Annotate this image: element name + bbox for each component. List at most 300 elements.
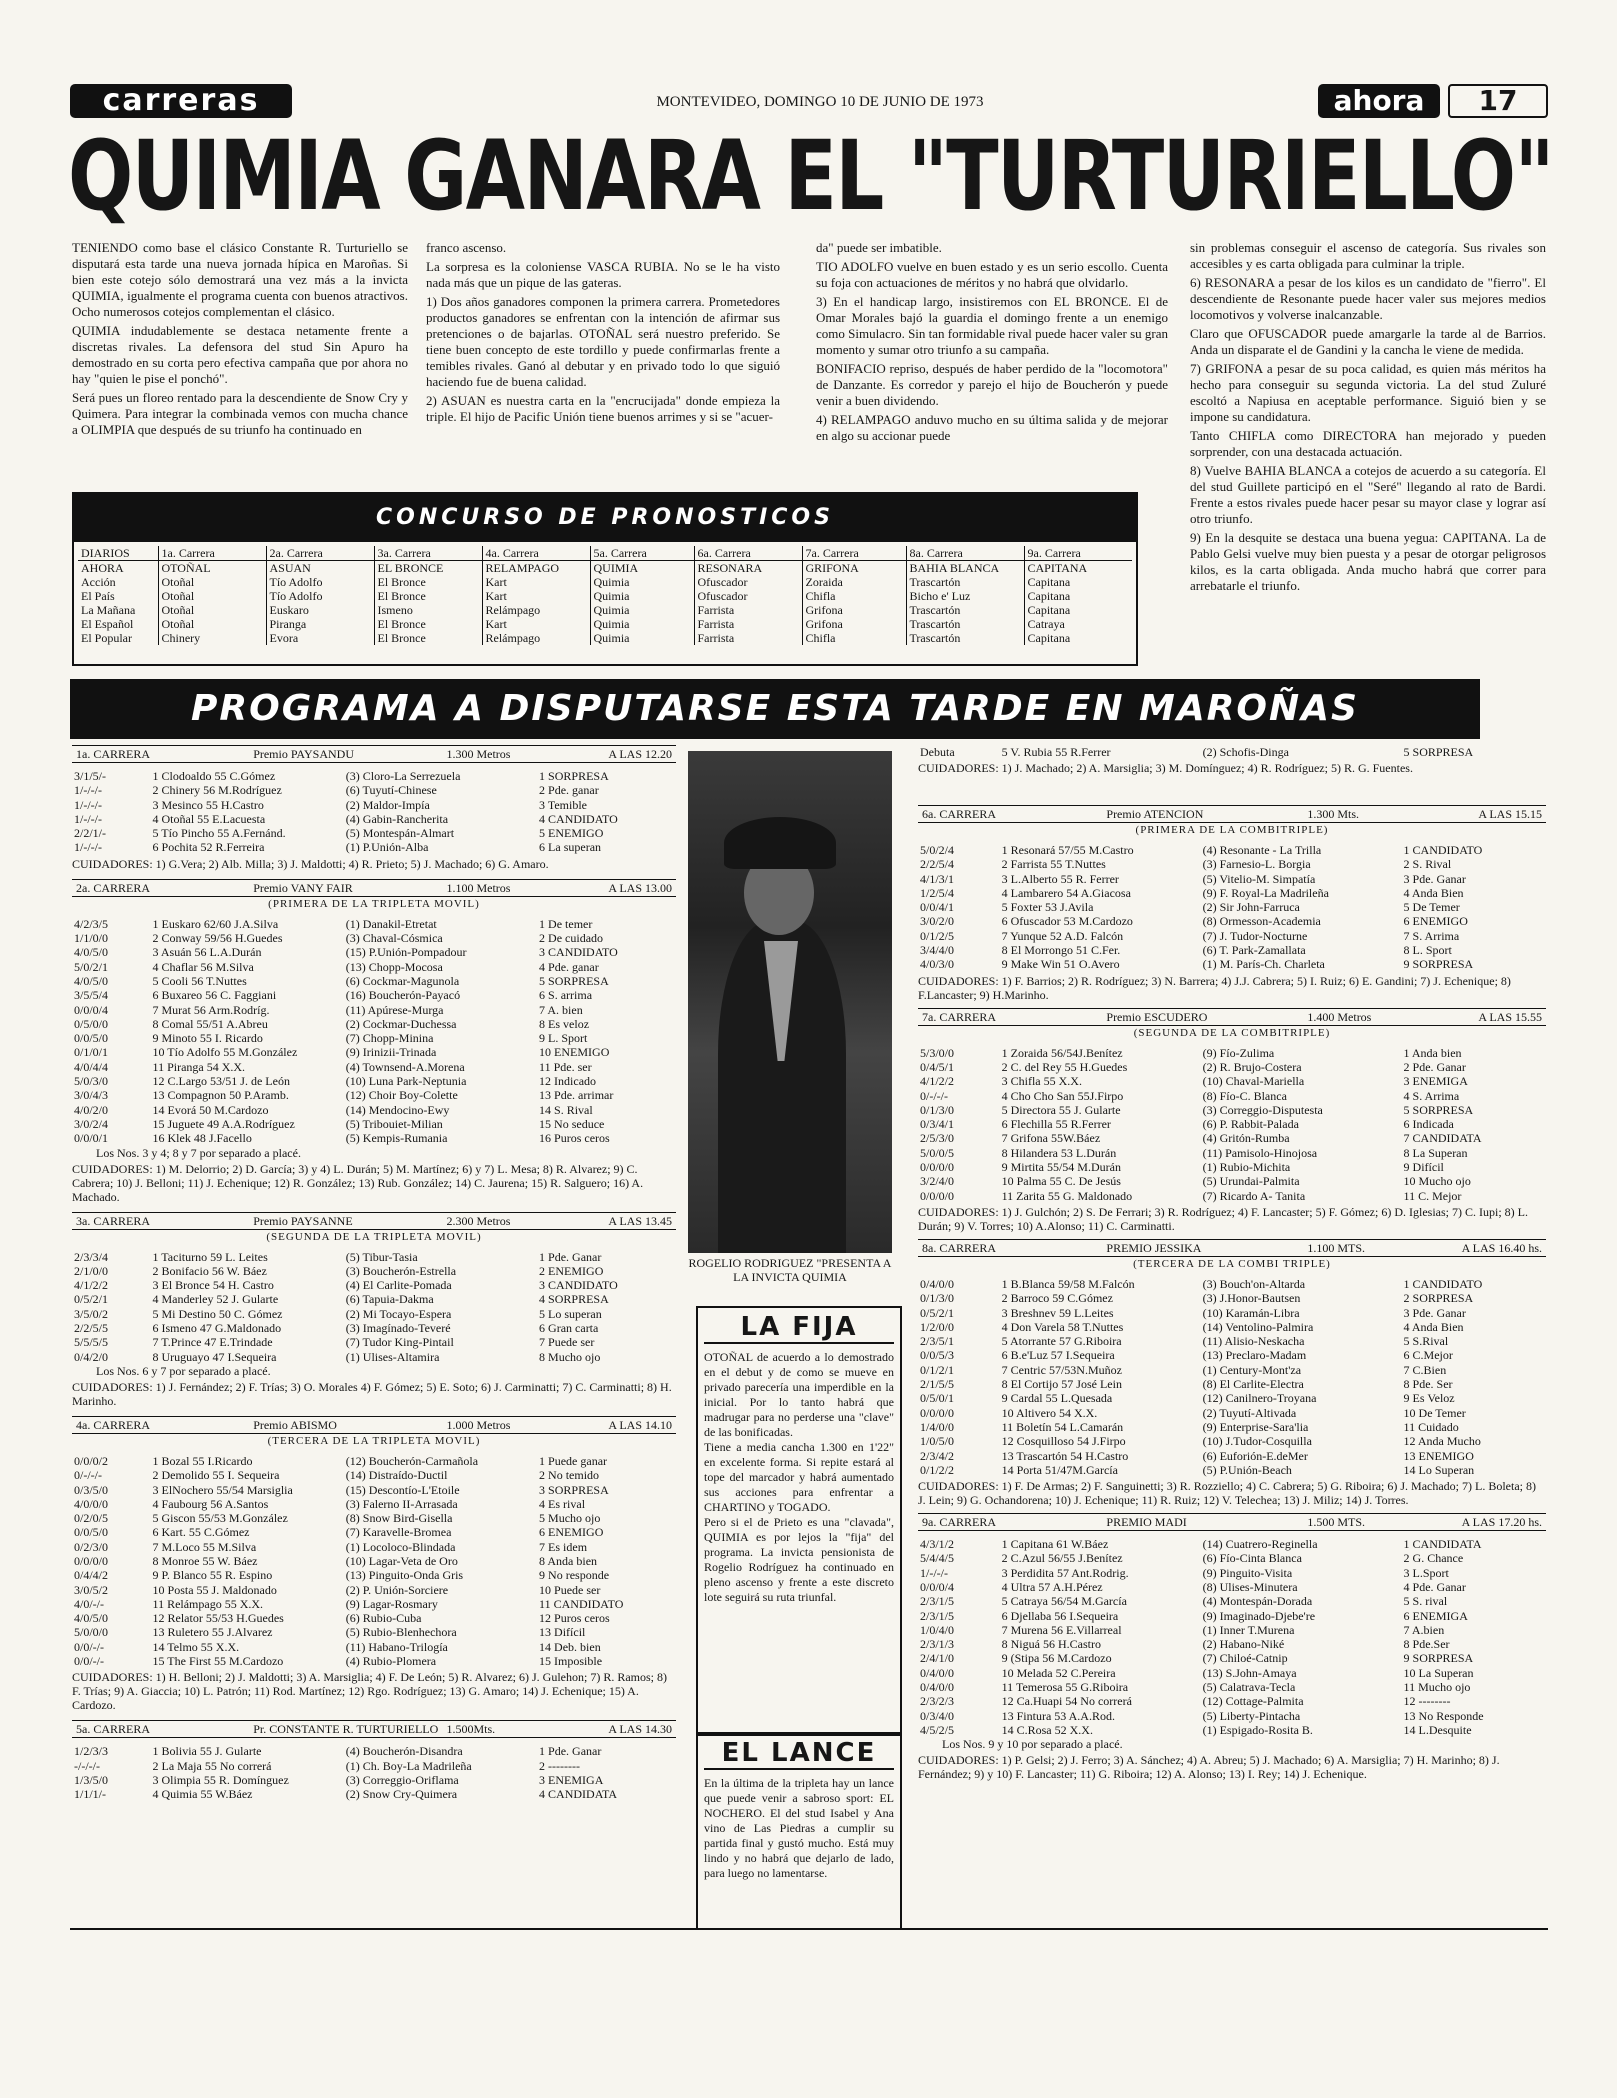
entry-horse: 2 Barroco 59 C.Gómez bbox=[1001, 1291, 1113, 1306]
entry-horse: 13 Trascartón 54 H.Castro bbox=[1001, 1448, 1129, 1463]
entry-form: 0/0/0/2 bbox=[74, 1453, 109, 1468]
race-prize: PREMIO JESSIKA bbox=[1106, 1240, 1202, 1255]
entry-forecast: 9 SORPRESA bbox=[1403, 1651, 1474, 1666]
race-entry-row bbox=[72, 1045, 676, 1059]
race-entries-table bbox=[72, 1744, 676, 1801]
entry-form: 0/0/-/- bbox=[74, 1654, 104, 1669]
entry-form: Debuta bbox=[920, 745, 955, 759]
entry-pedigree: (2) Maldor-Impía bbox=[345, 797, 430, 812]
entry-form: 0/1/3/0 bbox=[920, 1291, 955, 1306]
forecast-pick: Trascartón bbox=[906, 631, 1024, 645]
entry-horse: 6 Flechilla 55 R.Ferrer bbox=[1001, 1117, 1111, 1132]
entry-horse: 15 The First 55 M.Cardozo bbox=[152, 1654, 284, 1669]
entry-pedigree: (2) Sir John-Farruca bbox=[1202, 900, 1300, 915]
race-entry-row bbox=[72, 1117, 676, 1131]
entry-form: 3/5/0/2 bbox=[74, 1306, 109, 1321]
entry-forecast: 7 Puede ser bbox=[539, 1335, 595, 1350]
masthead bbox=[70, 84, 1548, 118]
entry-form: 4/0/-/- bbox=[74, 1596, 104, 1611]
entry-forecast: 14 Lo Superan bbox=[1403, 1462, 1475, 1477]
article-paragraph: 9) En la desquite se destaca una buena yegua: CAPITANA. La de Pablo Gelsi vuelve muy bien puesta y a pesar de otorgar peligrosos kilos, es la carta obligada. Anda mucho habrá que correr para arrebatarle el triunfo. bbox=[1190, 530, 1546, 593]
entry-forecast: 1 CANDIDATO bbox=[1403, 1276, 1483, 1291]
entry-forecast: 5 SORPRESA bbox=[1403, 1102, 1474, 1117]
race-entry-row bbox=[918, 1046, 1546, 1060]
entry-forecast: 7 Es idem bbox=[539, 1539, 588, 1554]
entry-form: 0/4/5/1 bbox=[920, 1059, 955, 1074]
entry-forecast: 10 De Temer bbox=[1403, 1405, 1466, 1420]
forecast-pick: OTOÑAL bbox=[158, 561, 266, 576]
forecast-pick: Quimia bbox=[590, 575, 694, 589]
article-paragraph: 8) Vuelve BAHIA BLANCA a cotejos de acuerdo a su categoría. El del stud Guillete participó en el "Seré" llegando al rato de Bardi. Frente a estos rivales puede hacer pesar su mayor clase y lograr así otro triunfo. bbox=[1190, 463, 1546, 526]
forecast-pick: El Bronce bbox=[374, 589, 482, 603]
entry-horse: 2 Chinery 56 M.Rodríguez bbox=[152, 783, 282, 798]
entry-form: 0/5/2/1 bbox=[74, 1292, 109, 1307]
forecast-pick: Quimia bbox=[590, 617, 694, 631]
entry-form: 2/3/1/5 bbox=[920, 1594, 955, 1609]
entry-horse: 4 Don Varela 58 T.Nuttes bbox=[1001, 1319, 1124, 1334]
entry-pedigree: (13) Chopp-Mocosa bbox=[345, 959, 443, 974]
entry-forecast: 4 Anda Bien bbox=[1403, 1319, 1464, 1334]
entry-horse: 5 Atorrante 57 G.Riboira bbox=[1001, 1334, 1122, 1349]
entry-pedigree: (4) El Carlite-Pomada bbox=[345, 1278, 452, 1293]
entry-form: 0/-/-/- bbox=[920, 1088, 948, 1103]
entry-forecast: 11 Mucho ojo bbox=[1403, 1680, 1471, 1695]
race-entry-row bbox=[72, 1597, 676, 1611]
entry-horse: 2 Demolido 55 I. Sequeira bbox=[152, 1468, 280, 1483]
race-num: 4a. CARRERA bbox=[76, 1417, 151, 1432]
entry-pedigree: (3) Correggio-Oriflama bbox=[345, 1772, 459, 1787]
entry-form: 0/4/0/0 bbox=[920, 1665, 955, 1680]
race-entry-row bbox=[72, 1017, 676, 1031]
entry-form: 5/3/0/0 bbox=[920, 1045, 955, 1060]
entry-forecast: 7 C.Bien bbox=[1403, 1362, 1447, 1377]
entry-pedigree: (8) El Carlite-Electra bbox=[1202, 1377, 1304, 1392]
entry-pedigree: (2) Cockmar-Duchessa bbox=[345, 1016, 457, 1031]
forecast-pick: Evora bbox=[266, 631, 374, 645]
entry-horse: 10 Palma 55 C. De Jesús bbox=[1001, 1174, 1121, 1189]
race-entry-row bbox=[72, 1625, 676, 1639]
entry-horse: 8 Niguá 56 H.Castro bbox=[1001, 1637, 1101, 1652]
entry-pedigree: (12) Cottage-Palmita bbox=[1202, 1694, 1304, 1709]
race-entry-row bbox=[72, 1611, 676, 1625]
entry-pedigree: (6) Tapuia-Dakma bbox=[345, 1292, 434, 1307]
race-entry-row bbox=[918, 1680, 1546, 1694]
forecast-pick: RESONARA bbox=[694, 561, 802, 576]
forecast-pick: Zoraida bbox=[802, 575, 906, 589]
race-entry-row bbox=[918, 857, 1546, 871]
article-column-3 bbox=[816, 240, 1168, 488]
article-paragraph: 2) ASUAN es nuestra carta en la "encrucijada" donde empieza la triple. El hijo de Pacific Unión tiene buenos arrimes y si se "acuer- bbox=[426, 393, 780, 424]
entry-form: 2/5/3/0 bbox=[920, 1131, 955, 1146]
entry-pedigree: (14) Mendocino-Ewy bbox=[345, 1102, 450, 1117]
entry-forecast: 2 De cuidado bbox=[539, 931, 604, 946]
race-entry-row bbox=[918, 1609, 1546, 1623]
entry-pedigree: (7) Chopp-Minina bbox=[345, 1031, 434, 1046]
race-note: Los Nos. 6 y 7 por separado a placé. bbox=[96, 1363, 271, 1378]
race-entry-row bbox=[918, 1277, 1546, 1291]
race-entry-row bbox=[72, 1250, 676, 1264]
race-entry-row bbox=[72, 1497, 676, 1511]
entry-forecast: 8 Es veloz bbox=[539, 1016, 590, 1031]
entry-forecast: 12 -------- bbox=[1403, 1694, 1451, 1709]
entry-form: 0/5/0/1 bbox=[920, 1391, 955, 1406]
race-entry-row bbox=[72, 1074, 676, 1088]
entry-form: 0/4/0/0 bbox=[920, 1276, 955, 1291]
entry-horse: 10 Altivero 54 X.X. bbox=[1001, 1405, 1098, 1420]
entry-pedigree: (1) Ch. Boy-La Madrileña bbox=[345, 1758, 472, 1773]
entry-pedigree: (9) Enterprise-Sara'lia bbox=[1202, 1419, 1309, 1434]
entry-forecast: 2 S. Rival bbox=[1403, 857, 1452, 872]
entry-horse: 2 C.Azul 56/55 J.Benítez bbox=[1001, 1551, 1123, 1566]
entry-horse: 9 Mirtita 55/54 M.Durán bbox=[1001, 1160, 1121, 1175]
race-entry-row bbox=[918, 1406, 1546, 1420]
entry-form: 0/5/0/0 bbox=[74, 1016, 109, 1031]
race-entry-row bbox=[72, 840, 676, 854]
entry-horse: 1 Bozal 55 I.Ricardo bbox=[152, 1453, 253, 1468]
entry-form: 4/0/5/0 bbox=[74, 973, 109, 988]
entry-form: 0/0/0/4 bbox=[74, 1002, 109, 1017]
race-entry-row bbox=[918, 943, 1546, 957]
entry-form: 1/-/-/- bbox=[920, 1565, 948, 1580]
forecast-pick: El Bronce bbox=[374, 617, 482, 631]
trainer-photo bbox=[688, 751, 892, 1253]
entry-forecast: 3 CANDIDATO bbox=[539, 945, 618, 960]
entry-form: 0/4/0/0 bbox=[920, 1680, 955, 1695]
entry-form: 2/3/4/2 bbox=[920, 1448, 955, 1463]
forecast-pick: Bicho e' Luz bbox=[906, 589, 1024, 603]
forecast-header-cell: 8a. Carrera bbox=[906, 546, 1024, 561]
entry-pedigree: (10) Lagar-Veta de Oro bbox=[345, 1553, 458, 1568]
article-column-2 bbox=[426, 240, 780, 488]
race-time: A LAS 14.30 bbox=[608, 1722, 672, 1737]
entry-pedigree: (10) J.Tudor-Cosquilla bbox=[1202, 1434, 1312, 1449]
entry-form: 0/4/2/0 bbox=[74, 1349, 109, 1364]
race-entry-row bbox=[918, 1363, 1546, 1377]
article-paragraph: sin problemas conseguir el ascenso de categoría. Sus rivales son accesibles y es carta obligada para culminar la triple. bbox=[1190, 240, 1546, 271]
race-block bbox=[72, 1416, 676, 1712]
entry-horse: 6 Djellaba 56 I.Sequeira bbox=[1001, 1608, 1119, 1623]
entry-form: 0/0/0/4 bbox=[920, 1579, 955, 1594]
race-entry-row bbox=[918, 929, 1546, 943]
forecast-pick: Grifona bbox=[802, 603, 906, 617]
entry-pedigree: (11) Apúrese-Murga bbox=[345, 1002, 444, 1017]
entry-pedigree: (8) Fío-C. Blanca bbox=[1202, 1088, 1287, 1103]
entry-horse: 4 Chaflar 56 M.Silva bbox=[152, 959, 254, 974]
entry-horse: 1 Taciturno 59 L. Leites bbox=[152, 1249, 268, 1264]
race-block bbox=[918, 805, 1546, 1002]
la-fija-paragraph: Tiene a media cancha 1.300 en 1'22" en excelente forma. Si repite estará al tope del marcador y habrá aumentado sus acciones para enfrentar a CHARTINO y TOGADO. bbox=[704, 1440, 894, 1514]
race-block bbox=[72, 1212, 676, 1408]
forecast-header-cell: 6a. Carrera bbox=[694, 546, 802, 561]
race-entries-table bbox=[72, 917, 676, 1146]
race-subtitle: (PRIMERA DE LA TRIPLETA MOVIL) bbox=[268, 897, 480, 910]
entry-pedigree: (2) Mi Tocayo-Espera bbox=[345, 1306, 452, 1321]
entry-horse: 4 Cho Cho San 55J.Firpo bbox=[1001, 1088, 1124, 1103]
race-header bbox=[72, 879, 676, 897]
entry-form: 4/0/5/0 bbox=[74, 1611, 109, 1626]
forecast-pick: Quimia bbox=[590, 589, 694, 603]
page-number: 17 bbox=[1448, 84, 1548, 118]
race-entry-row bbox=[72, 931, 676, 945]
race-entry-row bbox=[72, 1511, 676, 1525]
race-num: 8a. CARRERA bbox=[922, 1240, 997, 1255]
forecast-pick: Capitana bbox=[1024, 603, 1132, 617]
entry-form: 2/2/5/5 bbox=[74, 1321, 109, 1336]
entry-pedigree: (5) Liberty-Pintacha bbox=[1202, 1708, 1301, 1723]
race-prize: Premio ATENCION bbox=[1106, 807, 1204, 821]
race-header bbox=[72, 745, 676, 763]
entry-horse: 2 Farrista 55 T.Nuttes bbox=[1001, 857, 1106, 872]
trainers-note: CUIDADORES: 1) P. Gelsi; 2) J. Ferro; 3) A. Sánchez; 4) A. Abreu; 5) J. Machado; 6) A. Marsiglia; 7) H. Marinho; 8) J. Fernández; 9) y 10) F. Lancaster; 11) G. Riboira; 12) A. Alonso; 13) I. Rey; 14) J. Echenique. bbox=[918, 1753, 1500, 1782]
forecast-pick: Otoñal bbox=[158, 603, 266, 617]
entry-forecast: 11 CANDIDATO bbox=[539, 1596, 624, 1611]
entry-horse: 7 Murena 56 E.Villarreal bbox=[1001, 1622, 1122, 1637]
entry-form: 5/0/2/1 bbox=[74, 959, 109, 974]
race-entry-row bbox=[72, 1321, 676, 1335]
entry-pedigree: (7) Ricardo A- Tanita bbox=[1202, 1188, 1306, 1203]
entry-form: 0/0/-/- bbox=[74, 1639, 104, 1654]
entry-horse: 5 Directora 55 J. Gularte bbox=[1001, 1102, 1121, 1117]
forecast-pick: RELAMPAGO bbox=[482, 561, 590, 576]
race-subtitle: (TERCERA DE LA COMBI TRIPLE) bbox=[1133, 1257, 1331, 1270]
forecast-header-cell: 7a. Carrera bbox=[802, 546, 906, 561]
entry-horse: 5 V. Rubia 55 R.Ferrer bbox=[1001, 745, 1111, 759]
race-subtitle: (TERCERA DE LA TRIPLETA MOVIL) bbox=[267, 1434, 481, 1447]
race-entry-row bbox=[72, 974, 676, 988]
entry-forecast: 3 Temible bbox=[539, 797, 587, 812]
race-entry-row bbox=[72, 1454, 676, 1468]
entry-forecast: 13 Pde. arrimar bbox=[539, 1088, 614, 1103]
entry-pedigree: (14) Cuatrero-Reginella bbox=[1202, 1537, 1318, 1552]
forecast-pick: Euskaro bbox=[266, 603, 374, 617]
entry-form: 0/3/4/0 bbox=[920, 1708, 955, 1723]
entry-forecast: 12 Anda Mucho bbox=[1403, 1434, 1481, 1449]
entry-forecast: 4 Pde. Ganar bbox=[1403, 1579, 1466, 1594]
entry-forecast: 15 Imposible bbox=[539, 1654, 603, 1669]
entry-horse: 7 Grifona 55W.Báez bbox=[1001, 1131, 1101, 1146]
entry-pedigree: (5) Montespán-Almart bbox=[345, 826, 455, 841]
entry-forecast: 5 SORPRESA bbox=[1403, 745, 1474, 759]
race-entry-row bbox=[918, 1306, 1546, 1320]
race-entry-row bbox=[918, 1594, 1546, 1608]
forecast-pick: El Bronce bbox=[374, 631, 482, 645]
entry-pedigree: (7) J. Tudor-Nocturne bbox=[1202, 928, 1308, 943]
entry-pedigree: (1) Rubio-Michita bbox=[1202, 1160, 1291, 1175]
race-time: A LAS 16.40 hs. bbox=[1461, 1240, 1542, 1255]
entry-forecast: 3 ENEMIGA bbox=[539, 1772, 604, 1787]
entry-pedigree: (1) Inner T.Murena bbox=[1202, 1622, 1295, 1637]
race-entry-row bbox=[72, 1350, 676, 1364]
article-paragraph: BONIFACIO repriso, después de haber perdido de la "locomotora" de Danzante. Es corredor y parejo el hijo de Boucherón y puede venir a buen dividendo. bbox=[816, 361, 1168, 408]
entry-form: 0/0/5/0 bbox=[74, 1525, 109, 1540]
entry-forecast: 10 Puede ser bbox=[539, 1582, 601, 1597]
forecast-paper-name: El Popular bbox=[81, 631, 132, 645]
entry-pedigree: (1) Locoloco-Blindada bbox=[345, 1539, 456, 1554]
race-entry-row bbox=[72, 1468, 676, 1482]
entry-forecast: 8 Mucho ojo bbox=[539, 1349, 601, 1364]
forecast-row bbox=[78, 617, 1132, 631]
entry-horse: 6 Kart. 55 C.Gómez bbox=[152, 1525, 250, 1540]
entry-pedigree: (3) Bouch'on-Altarda bbox=[1202, 1276, 1306, 1291]
el-lance-box bbox=[696, 1732, 902, 1930]
race-dist: 1.400 Metros bbox=[1307, 1009, 1372, 1024]
entry-forecast: 12 Puros ceros bbox=[539, 1611, 610, 1626]
trainers-note: CUIDADORES: 1) J. Machado; 2) A. Marsiglia; 3) M. Domínguez; 4) R. Rodríguez; 5) R. G. Fuentes. bbox=[918, 761, 1413, 776]
race-note: Los Nos. 3 y 4; 8 y 7 por separado a placé. bbox=[96, 1145, 301, 1160]
race-entry-row bbox=[918, 1566, 1546, 1580]
forecast-pick: Otoñal bbox=[158, 575, 266, 589]
forecast-pick: Relámpago bbox=[482, 603, 590, 617]
entry-pedigree: (2) R. Brujo-Costera bbox=[1202, 1059, 1302, 1074]
entry-horse: 6 Ofuscador 53 M.Cardozo bbox=[1001, 914, 1133, 929]
entry-pedigree: (3) Correggio-Disputesta bbox=[1202, 1102, 1323, 1117]
entry-forecast: 2 No temido bbox=[539, 1468, 600, 1483]
article-paragraph: 7) GRIFONA a pesar de su poca calidad, es quien más méritos ha hecho para conseguir su segunda victoria. La del stud Zuluré escoltó a Napiusa en aceptable performance. Siguió bien y se impone su candidatura. bbox=[1190, 361, 1546, 424]
entry-horse: 5 Cooli 56 T.Nuttes bbox=[152, 973, 247, 988]
entry-form: 0/0/0/0 bbox=[920, 1160, 955, 1175]
entry-forecast: 6 La superan bbox=[539, 840, 602, 855]
entry-form: 4/2/3/5 bbox=[74, 916, 109, 931]
entry-form: 4/0/4/4 bbox=[74, 1059, 109, 1074]
race-block bbox=[918, 1239, 1546, 1507]
race-header bbox=[72, 1212, 676, 1230]
entry-horse: 7 Centric 57/53N.Muñoz bbox=[1001, 1362, 1122, 1377]
race-entry-row bbox=[918, 843, 1546, 857]
race-5-continuation bbox=[918, 745, 1546, 805]
forecast-pick: Quimia bbox=[590, 631, 694, 645]
entry-form: 0/2/0/5 bbox=[74, 1511, 109, 1526]
entry-form: 3/4/4/0 bbox=[920, 943, 955, 958]
entry-forecast: 8 Pde. Ser bbox=[1403, 1377, 1453, 1392]
race-prize: PREMIO MADI bbox=[1106, 1515, 1187, 1530]
entry-form: 0/0/5/3 bbox=[920, 1348, 955, 1363]
entry-pedigree: (15) P.Unión-Pompadour bbox=[345, 945, 467, 960]
article-paragraph: da" puede ser imbatible. bbox=[816, 240, 942, 255]
trainers-note: CUIDADORES: 1) F. De Armas; 2) F. Sanguinetti; 3) R. Rozziello; 4) C. Cabrera; 5) G. Riboira; 6) J. Machado; 7) L. Boleta; 8) J. Lein; 9) G. Ochandorena; 10) J. Echenique; 11) R. Ruiz; 12) V. Telechea; 13) J. Miliz; 14) J. Torres. bbox=[918, 1479, 1536, 1508]
entry-form: 3/0/2/4 bbox=[74, 1116, 109, 1131]
race-entry-row bbox=[72, 1031, 676, 1045]
race-entry-row bbox=[72, 1088, 676, 1102]
entry-horse: 1 B.Blanca 59/58 M.Falcón bbox=[1001, 1276, 1135, 1291]
forecast-header-cell: 5a. Carrera bbox=[590, 546, 694, 561]
race-entry-row bbox=[918, 1131, 1546, 1145]
trainers-note: CUIDADORES: 1) J. Fernández; 2) F. Trías; 3) O. Morales 4) F. Gómez; 5) E. Soto; 6) J. Carminatti; 7) C. Carminatti; 8) H. Marinho. bbox=[72, 1379, 672, 1408]
entry-form: 1/2/3/3 bbox=[74, 1744, 109, 1759]
entry-forecast: 15 No seduce bbox=[539, 1116, 605, 1131]
entry-form: 1/0/4/0 bbox=[920, 1622, 955, 1637]
entry-form: 0/3/4/1 bbox=[920, 1117, 955, 1132]
entry-horse: 10 Posta 55 J. Maldonado bbox=[152, 1582, 277, 1597]
entry-forecast: 11 C. Mejor bbox=[1403, 1188, 1462, 1203]
entry-pedigree: (13) Pinguito-Onda Gris bbox=[345, 1568, 464, 1583]
entry-pedigree: (6) Rubio-Cuba bbox=[345, 1611, 422, 1626]
entry-pedigree: (4) Townsend-A.Morena bbox=[345, 1059, 465, 1074]
article-paragraph: 6) RESONARA a pesar de los kilos es un candidato de "fierro". El descendiente de Resonante puede hacer valer sus mejores medios locomotivos y volverse inalcanzable. bbox=[1190, 275, 1546, 322]
el-lance-paragraph: En la última de la tripleta hay un lance que puede venir a sabroso sport: EL NOCHERO. El del stud Isabel y Ana vino de Las Piedras a cumplir su partida final y gustó mucho. Está muy lindo y no habrá que dejarlo de lado, para luego no lamentarse. bbox=[704, 1776, 894, 1880]
entry-pedigree: (11) Pamisolo-Hinojosa bbox=[1202, 1145, 1318, 1160]
race-entry-row bbox=[72, 1568, 676, 1582]
entry-pedigree: (3) Boucherón-Estrella bbox=[345, 1263, 457, 1278]
entry-forecast: 10 Mucho ojo bbox=[1403, 1174, 1471, 1189]
forecast-pick: Capitana bbox=[1024, 575, 1132, 589]
entry-pedigree: (1) Ulises-Altamira bbox=[345, 1349, 440, 1364]
forecast-pick: Otoñal bbox=[158, 589, 266, 603]
article-paragraph: 3) En el handicap largo, insistiremos con EL BRONCE. El de Omar Morales bajó la guardia el domingo frente a un enemigo como Simulacro. Sin tan formidable rival puede hacer valer su gran momento y sumar otro triunfo a su campaña. bbox=[816, 294, 1168, 357]
entry-pedigree: (6) Fío-Cinta Blanca bbox=[1202, 1551, 1302, 1566]
entry-horse: 9 Cardal 55 L.Quesada bbox=[1001, 1391, 1113, 1406]
entry-pedigree: (1) Danakil-Etretat bbox=[345, 916, 437, 931]
entry-forecast: 6 C.Mejor bbox=[1403, 1348, 1453, 1363]
entry-pedigree: (8) Ormesson-Academia bbox=[1202, 914, 1321, 929]
race-subtitle: (SEGUNDA DE LA TRIPLETA MOVIL) bbox=[266, 1230, 482, 1243]
race-num: 6a. CARRERA bbox=[922, 807, 997, 821]
race-dist: 1.100 MTS. bbox=[1307, 1240, 1366, 1255]
race-entry-row bbox=[918, 1089, 1546, 1103]
forecast-pick: Ofuscador bbox=[694, 575, 802, 589]
race-entry-row bbox=[72, 1335, 676, 1349]
race-entry-row bbox=[918, 1174, 1546, 1188]
entry-form: 0/1/2/1 bbox=[920, 1362, 955, 1377]
entry-horse: 8 Monroe 55 W. Báez bbox=[152, 1553, 258, 1568]
race-num: 2a. CARRERA bbox=[76, 880, 151, 895]
entry-horse: 12 Ca.Huapi 54 No correrá bbox=[1001, 1694, 1132, 1709]
entry-form: 1/-/-/- bbox=[74, 783, 102, 798]
entry-horse: 11 Relámpago 55 X.X. bbox=[152, 1596, 264, 1611]
entry-pedigree: (7) Chiloé-Catnip bbox=[1202, 1651, 1288, 1666]
entry-horse: 11 Zarita 55 G. Maldonado bbox=[1001, 1188, 1133, 1203]
entry-forecast: 2 ENEMIGO bbox=[539, 1263, 604, 1278]
article-paragraph: Claro que OFUSCADOR puede amargarle la tarde al de Barrios. Anda un disparate el de Gandini y la cancha le viene de medida. bbox=[1190, 326, 1546, 357]
entry-pedigree: (5) Tribouiet-Milian bbox=[345, 1116, 443, 1131]
entry-form: 5/4/4/5 bbox=[920, 1551, 955, 1566]
race-entry-row bbox=[72, 1131, 676, 1145]
entry-horse: 1 Resonará 57/55 M.Castro bbox=[1001, 843, 1134, 857]
entry-horse: 12 C.Largo 53/51 J. de León bbox=[152, 1074, 290, 1089]
entry-form: 5/0/0/5 bbox=[920, 1145, 955, 1160]
entry-pedigree: (6) P. Rabbit-Palada bbox=[1202, 1117, 1299, 1132]
race-time: A LAS 13.00 bbox=[608, 880, 672, 895]
entry-forecast: 13 No Responde bbox=[1403, 1708, 1484, 1723]
entry-form: 3/0/2/0 bbox=[920, 914, 955, 929]
race-entry-row bbox=[918, 1420, 1546, 1434]
forecast-paper-name: Acción bbox=[81, 575, 116, 589]
entry-horse: 8 El Morrongo 51 C.Fer. bbox=[1001, 943, 1121, 958]
photo-caption: ROGELIO RODRIGUEZ "PRESENTA A LA INVICTA QUIMIA bbox=[688, 1256, 892, 1284]
race-entry-row bbox=[918, 1103, 1546, 1117]
entry-horse: 13 Compagnon 50 P.Aramb. bbox=[152, 1088, 289, 1103]
entry-horse: 3 Mesinco 55 H.Castro bbox=[152, 797, 264, 812]
entry-forecast: 2 Pde. ganar bbox=[539, 783, 599, 798]
entry-pedigree: (4) Gritón-Rumba bbox=[1202, 1131, 1290, 1146]
entry-pedigree: (4) Montespán-Dorada bbox=[1202, 1594, 1313, 1609]
forecast-row bbox=[78, 603, 1132, 617]
entry-forecast: 1 Pde. Ganar bbox=[539, 1249, 602, 1264]
entry-form: 3/0/5/2 bbox=[74, 1582, 109, 1597]
entry-forecast: 12 Indicado bbox=[539, 1074, 597, 1089]
entry-forecast: 11 Pde. ser bbox=[539, 1059, 592, 1074]
race-dist: 1.100 Metros bbox=[446, 880, 511, 895]
entry-forecast: 10 ENEMIGO bbox=[539, 1045, 610, 1060]
article-paragraph: QUIMIA indudablemente se destaca netamente frente a discretas rivales. La defensora del stud Sin Apuro ha demostrado en su corta pero efectiva campaña que por ahora no hay "quien le pise el ponchó". bbox=[72, 323, 408, 386]
forecast-pick: Ofuscador bbox=[694, 589, 802, 603]
entry-horse: 2 Bonifacio 56 W. Báez bbox=[152, 1263, 267, 1278]
entry-pedigree: (2) Habano-Niké bbox=[1202, 1637, 1285, 1652]
race-entry-row bbox=[918, 914, 1546, 928]
dateline: MONTEVIDEO, DOMINGO 10 DE JUNIO DE 1973 bbox=[656, 94, 984, 110]
race-entry-row bbox=[918, 1666, 1546, 1680]
race-entry-row bbox=[72, 917, 676, 931]
race-dist: 1.300 Mts. bbox=[1307, 807, 1360, 821]
